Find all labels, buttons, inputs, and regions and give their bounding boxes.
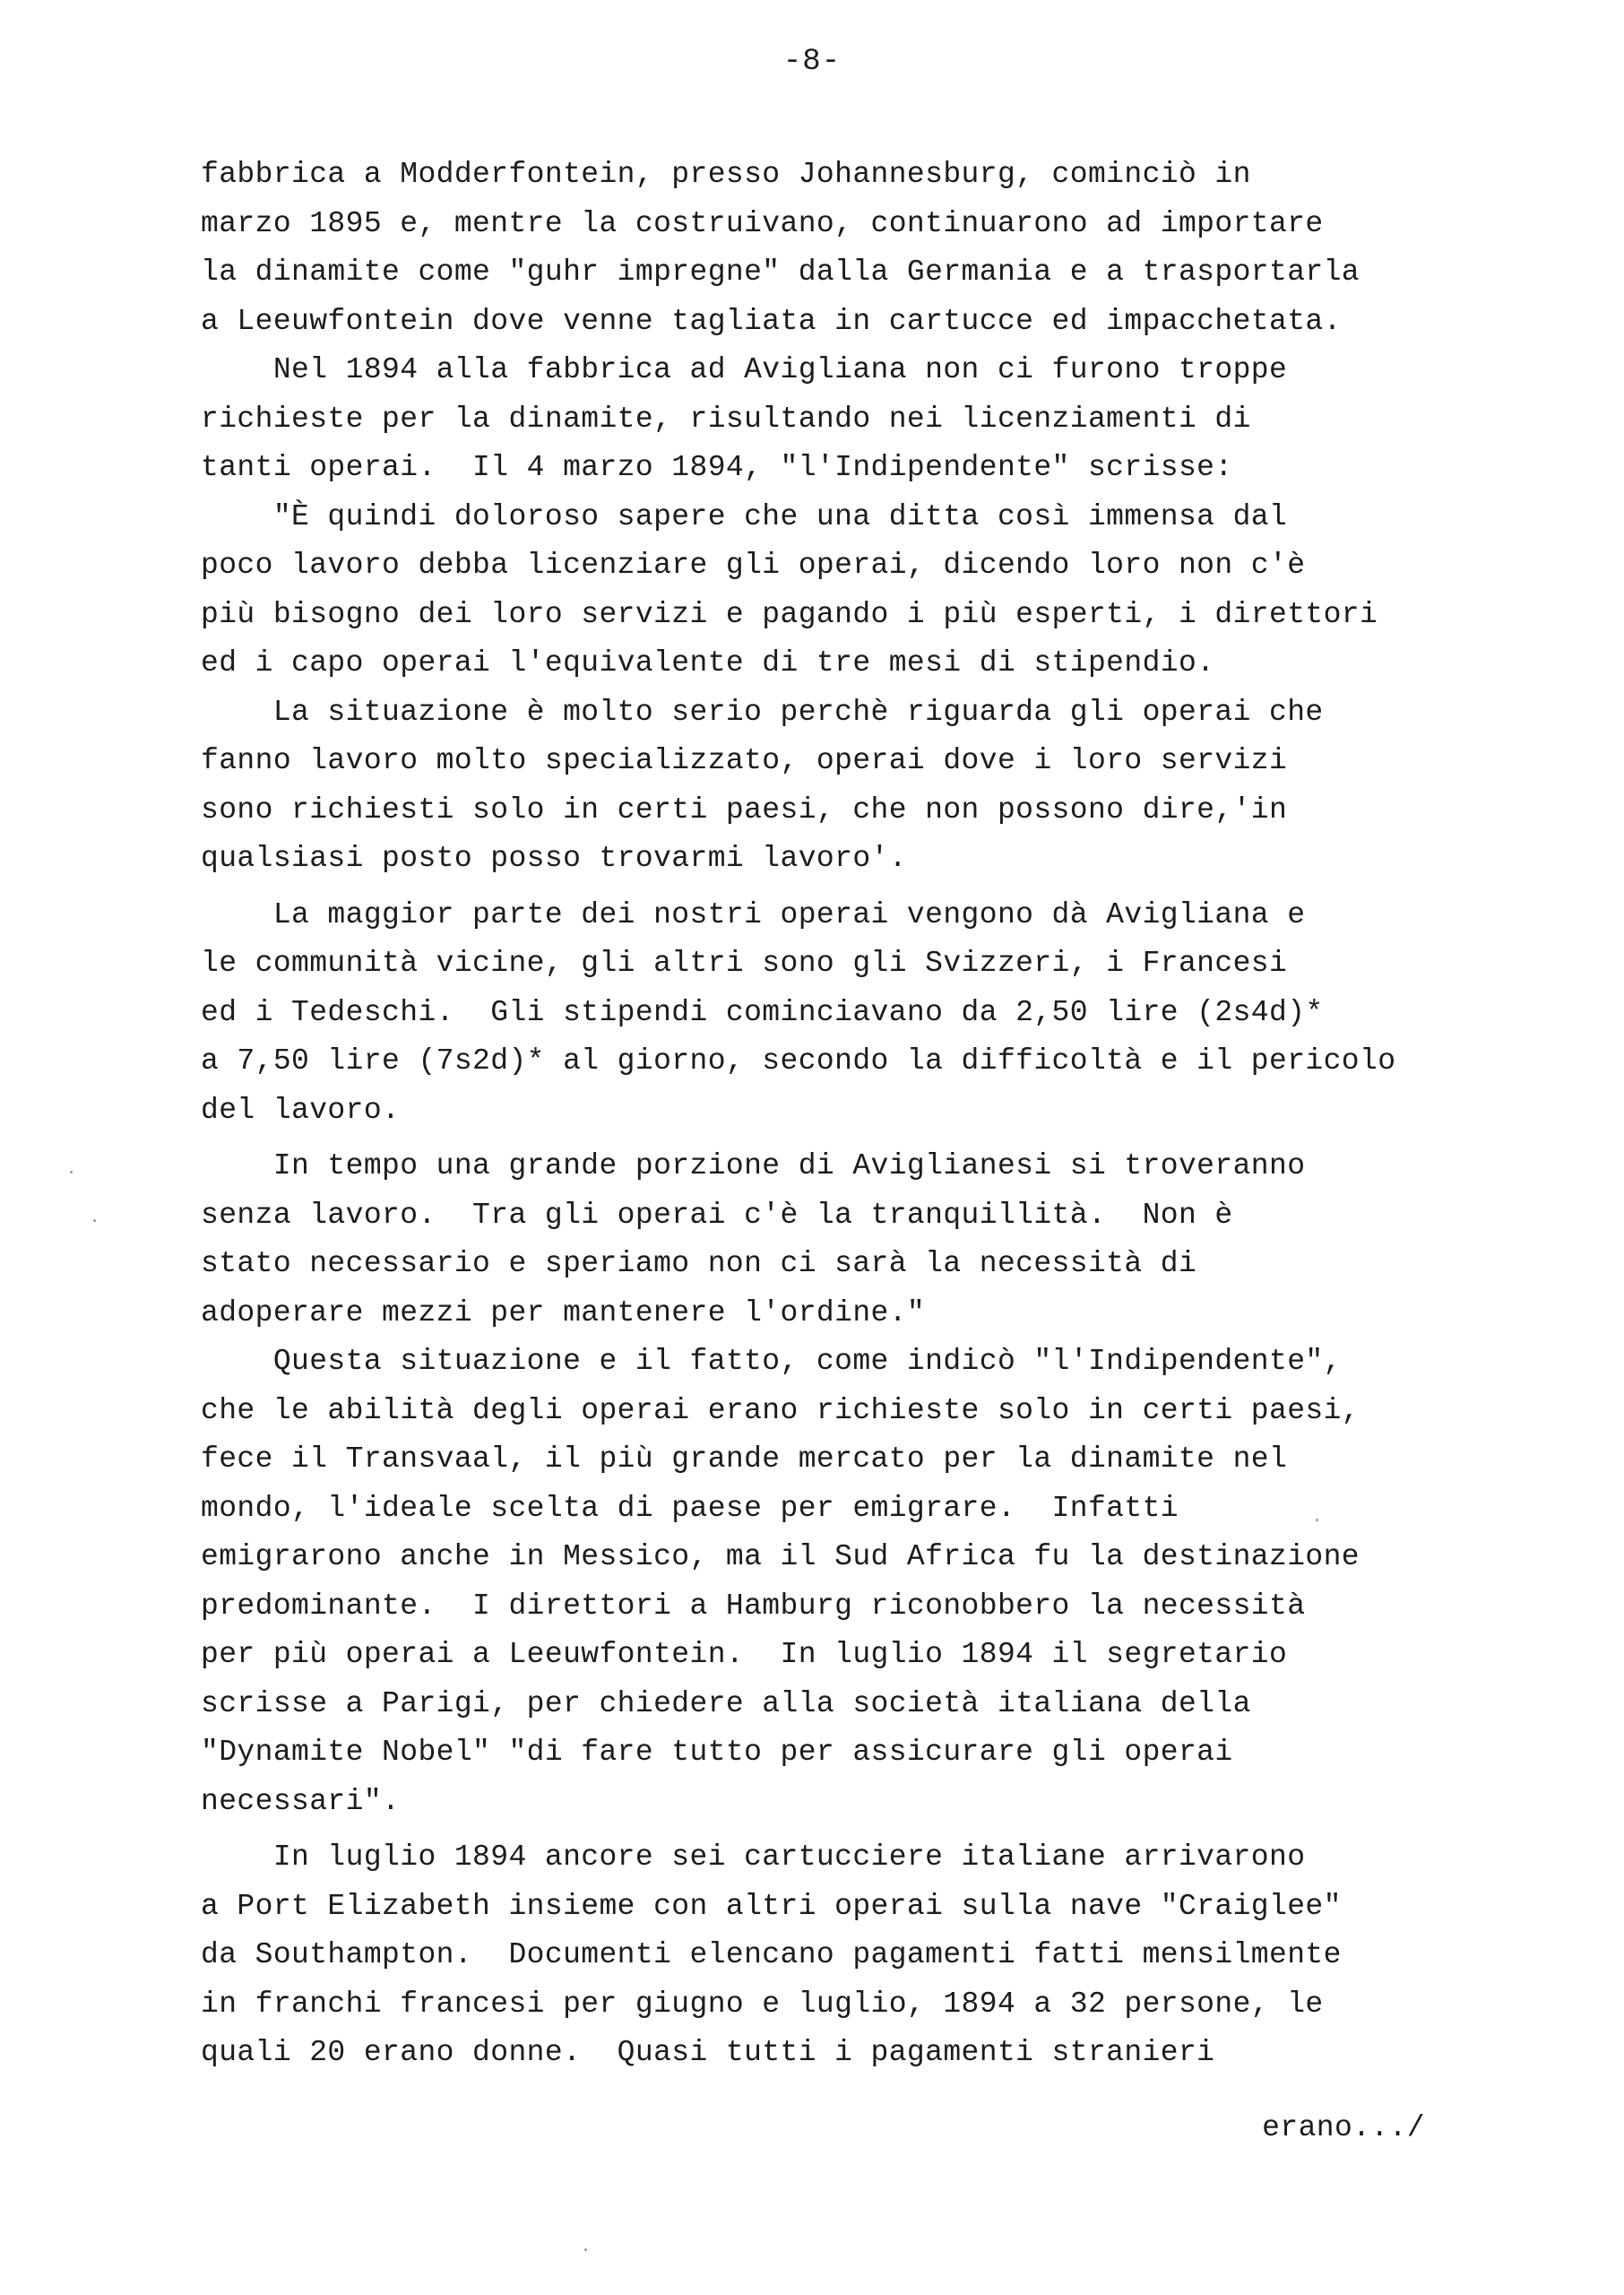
text-line: a Port Elizabeth insieme con altri operai sulla nave "Craiglee" <box>201 1889 1342 1923</box>
text-line: predominante. I direttori a Hamburg riconobbero la necessità <box>201 1589 1306 1623</box>
text-line: "È quindi doloroso sapere che una ditta così immensa dal <box>201 499 1288 533</box>
text-line: Nel 1894 alla fabbrica ad Avigliana non ci furono troppe <box>201 353 1288 386</box>
body-text <box>201 151 1509 2078</box>
text-line: stato necessario e speriamo non ci sarà la necessità di <box>201 1247 1197 1280</box>
scan-speck <box>1316 1519 1318 1521</box>
scan-speck <box>93 1219 96 1222</box>
text-line: fanno lavoro molto specializzato, operai dove i loro servizi <box>201 744 1288 777</box>
text-line: le communità vicine, gli altri sono gli Svizzeri, i Francesi <box>201 947 1288 980</box>
text-line: necessari". <box>201 1784 401 1818</box>
text-line: ed i Tedeschi. Gli stipendi cominciavano da 2,50 lire (2s4d)* <box>201 995 1324 1029</box>
scan-speck <box>70 1171 73 1173</box>
page-number: -8- <box>782 45 842 79</box>
text-line: scrisse a Parigi, per chiedere alla società italiana della <box>201 1686 1251 1720</box>
text-line: La situazione è molto serio perchè riguarda gli operai che <box>201 695 1324 729</box>
text-line: fece il Transvaal, il più grande mercato per la dinamite nel <box>201 1442 1288 1476</box>
text-line: richieste per la dinamite, risultando nei licenziamenti di <box>201 402 1251 436</box>
text-line: che le abilità degli operai erano richieste solo in certi paesi, <box>201 1393 1361 1427</box>
paragraph-gap <box>201 1826 1509 1833</box>
catchword: erano.../ <box>1262 2111 1425 2144</box>
scan-speck <box>584 2248 587 2251</box>
text-line: mondo, l'ideale scelta di paese per emigrare. Infatti <box>201 1491 1179 1525</box>
text-line: a 7,50 lire (7s2d)* al giorno, secondo la difficoltà e il pericolo <box>201 1044 1396 1078</box>
text-line: fabbrica a Modderfontein, presso Johannesburg, cominciò in <box>201 158 1251 191</box>
text-line: sono richiesti solo in certi paesi, che non possono dire,'in <box>201 792 1288 827</box>
text-line: adoperare mezzi per mantenere l'ordine." <box>201 1295 926 1329</box>
text-line: per più operai a Leeuwfontein. In luglio 1894 il segretario <box>201 1638 1288 1671</box>
text-line: In tempo una grande porzione di Aviglianesi si troveranno <box>201 1149 1306 1182</box>
text-line: da Southampton. Documenti elencano pagamenti fatti mensilmente <box>201 1938 1342 1971</box>
text-line: tanti operai. Il 4 marzo 1894, "l'Indipendente" scrisse: <box>201 451 1233 484</box>
text-line: ed i capo operai l'equivalente di tre mesi di stipendio. <box>201 646 1215 680</box>
text-line: "Dynamite Nobel" "di fare tutto per assicurare gli operai <box>201 1736 1233 1769</box>
paragraph-gap <box>201 884 1509 891</box>
text-line: quali 20 erano donne. Quasi tutti i pagamenti stranieri <box>201 2036 1215 2069</box>
text-line: In luglio 1894 ancore sei cartucciere italiane arrivarono <box>201 1840 1306 1874</box>
text-line: Questa situazione e il fatto, come indicò "l'Indipendente", <box>201 1345 1342 1378</box>
text-line: La maggior parte dei nostri operai vengono dà Avigliana e <box>201 897 1306 931</box>
text-line: la dinamite come "guhr impregne" dalla Germania e a trasportarla <box>201 255 1361 289</box>
text-line: a Leeuwfontein dove venne tagliata in cartucce ed impacchetata. <box>201 304 1342 338</box>
text-line: senza lavoro. Tra gli operai c'è la tranquillità. Non è <box>201 1198 1233 1232</box>
text-line: marzo 1895 e, mentre la costruivano, continuarono ad importare <box>201 206 1324 240</box>
text-line: qualsiasi posto posso trovarmi lavoro'. <box>201 842 907 875</box>
text-line: poco lavoro debba licenziare gli operai, dicendo loro non c'è <box>201 549 1306 582</box>
text-line: del lavoro. <box>201 1093 401 1127</box>
paragraph-gap <box>201 1135 1509 1142</box>
text-line: emigrarono anche in Messico, ma il Sud Africa fu la destinazione <box>201 1540 1361 1573</box>
text-line: più bisogno dei loro servizi e pagando i più esperti, i direttori <box>201 597 1378 631</box>
text-line: in franchi francesi per giugno e luglio, 1894 a 32 persone, le <box>201 1987 1324 2021</box>
